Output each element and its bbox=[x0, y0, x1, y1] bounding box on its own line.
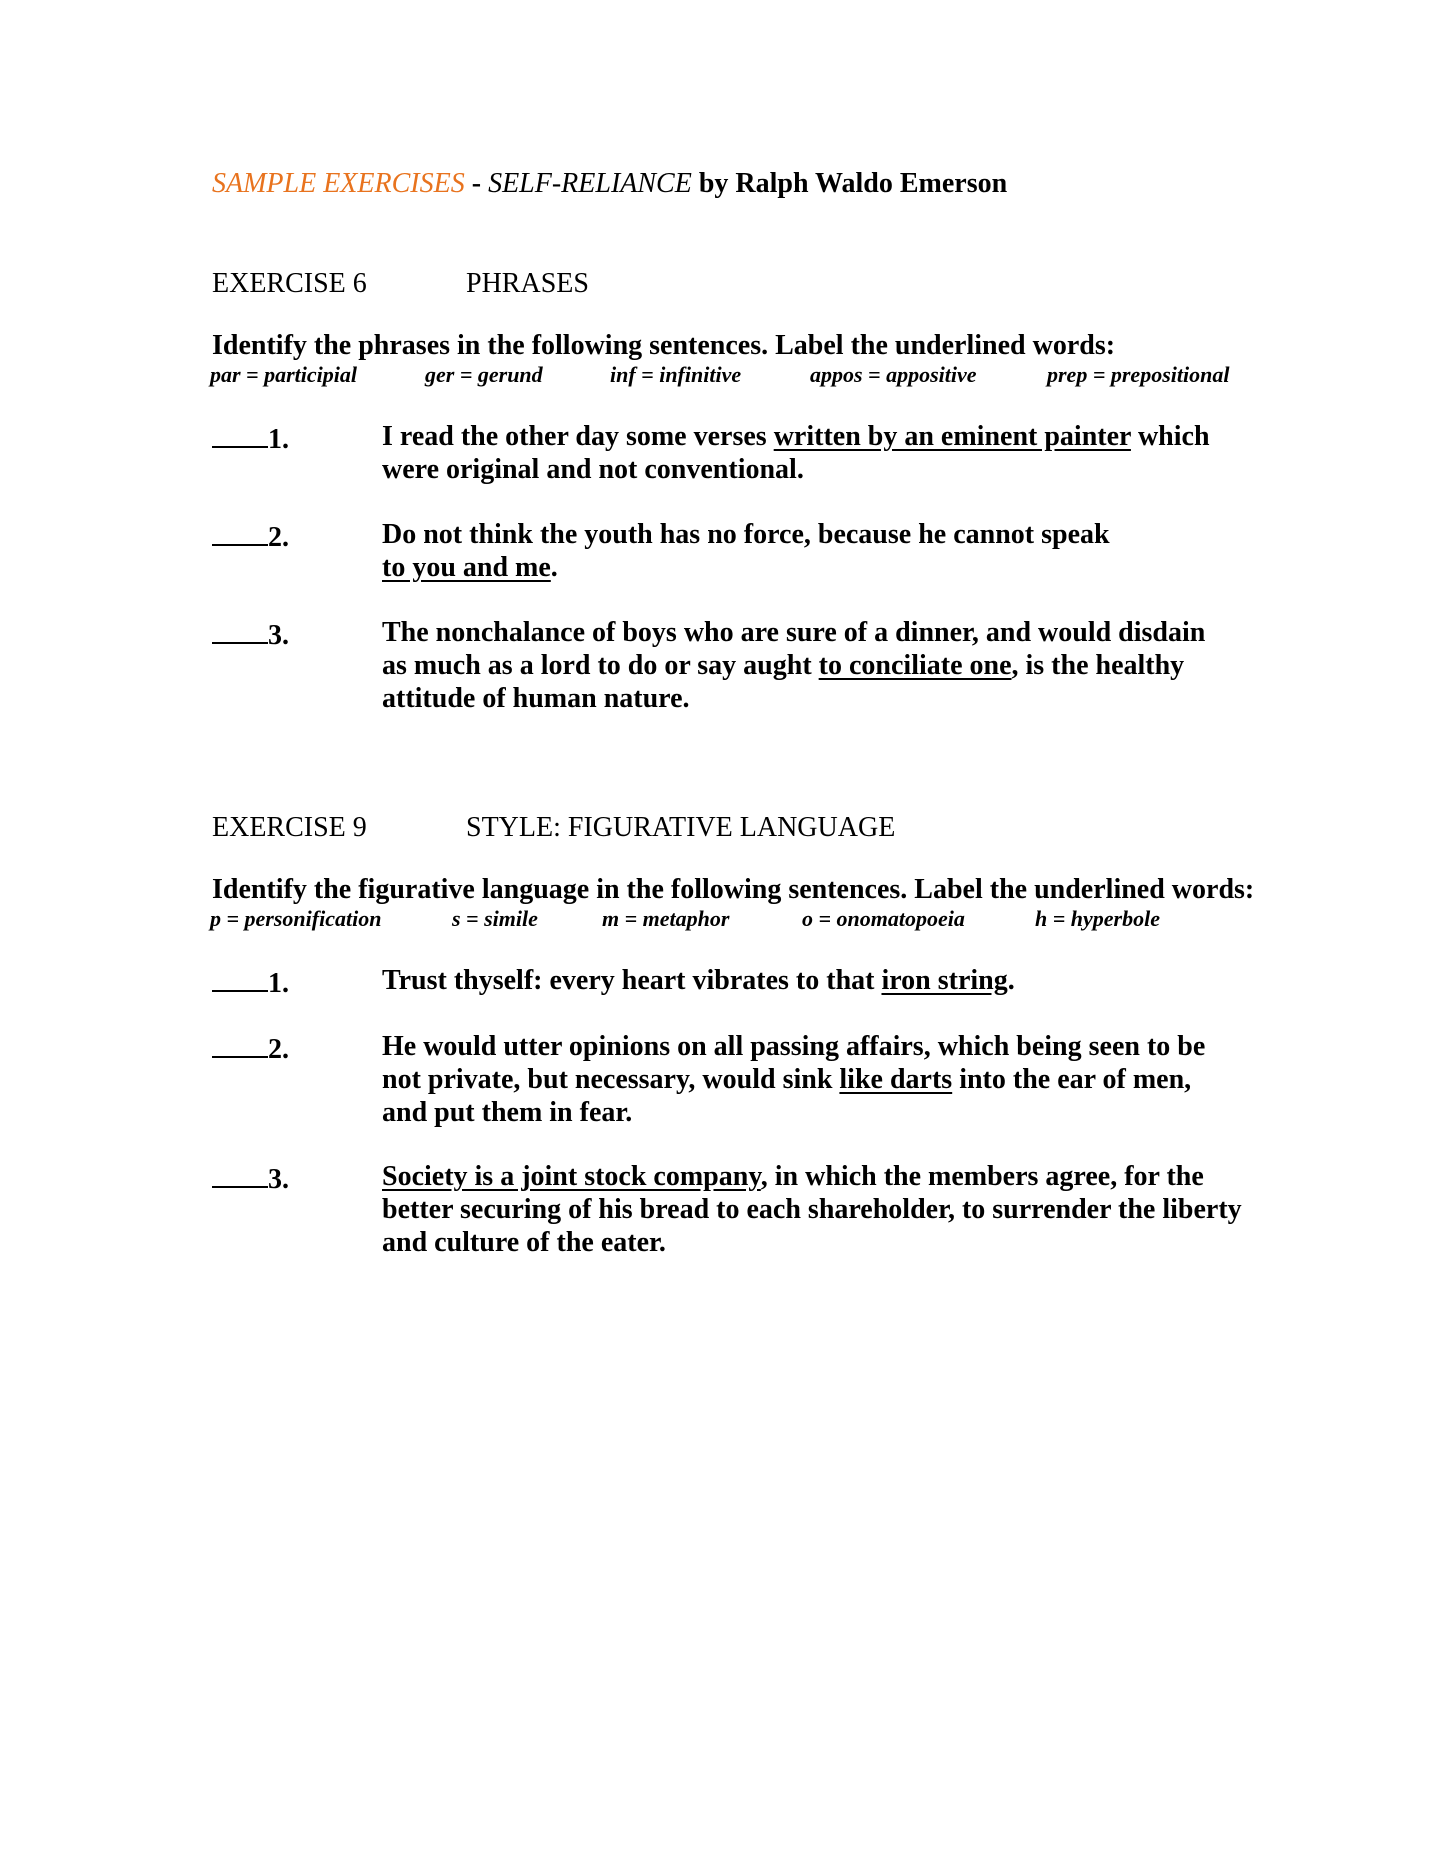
answer-blank[interactable] bbox=[212, 420, 268, 448]
exercise-9-header bbox=[212, 812, 895, 844]
exercise-9-instructions: Identify the figurative language in the following sentences. Label the underlined words: bbox=[212, 874, 1255, 905]
legend-item: s = simile bbox=[452, 906, 538, 931]
legend-item: ger = gerund bbox=[425, 362, 543, 387]
item-text: Society is a joint stock company, in which the members agree, for the better securing of his bread to each shareholder, to surrender the liberty and culture of the eater. bbox=[382, 1161, 1242, 1258]
answer-blank[interactable] bbox=[212, 1160, 268, 1188]
legend-item: o = onomatopoeia bbox=[802, 906, 965, 931]
title-label: SAMPLE EXERCISES bbox=[212, 168, 465, 199]
exercise-6-number: EXERCISE 6 bbox=[212, 268, 367, 299]
item-number: 1. bbox=[268, 424, 289, 455]
exercise-6-topic: PHRASES bbox=[466, 268, 589, 299]
answer-blank[interactable] bbox=[212, 1030, 268, 1058]
legend-item: m = metaphor bbox=[602, 906, 730, 931]
item-number: 2. bbox=[268, 1034, 289, 1065]
legend-item: appos = appositive bbox=[810, 362, 977, 387]
item-text: I read the other day some verses written by an eminent painter which were original and not conventional. bbox=[382, 421, 1210, 485]
exercise-6-instructions: Identify the phrases in the following sentences. Label the underlined words: bbox=[212, 330, 1116, 361]
exercise-9-topic: STYLE: FIGURATIVE LANGUAGE bbox=[466, 812, 896, 843]
answer-blank[interactable] bbox=[212, 518, 268, 546]
legend-item: prep = prepositional bbox=[1047, 362, 1230, 387]
exercise-9-legend bbox=[210, 906, 1160, 932]
legend-item: inf = infinitive bbox=[610, 362, 742, 387]
title-byline: by Ralph Waldo Emerson bbox=[691, 168, 1008, 199]
item-number: 3. bbox=[268, 1164, 289, 1195]
exercise-6-header bbox=[212, 268, 589, 300]
legend-item: par = participial bbox=[210, 362, 357, 387]
item-number: 2. bbox=[268, 522, 289, 553]
underlined-phrase: like darts bbox=[839, 1064, 953, 1095]
underlined-phrase: iron string bbox=[881, 965, 1008, 996]
item-text: He would utter opinions on all passing affairs, which being seen to be not private, but necessary, would sink like darts into the ear of men, and put them in fear. bbox=[382, 1031, 1206, 1128]
document-title bbox=[212, 168, 1007, 200]
underlined-phrase: written by an eminent painter bbox=[773, 421, 1131, 452]
underlined-phrase: to conciliate one bbox=[818, 650, 1012, 681]
exercise-6-legend bbox=[210, 362, 1229, 388]
exercise-9-number: EXERCISE 9 bbox=[212, 812, 367, 843]
legend-item: p = personification bbox=[210, 906, 382, 931]
item-number: 1. bbox=[268, 968, 289, 999]
title-work: SELF-RELIANCE bbox=[488, 168, 692, 199]
legend-item: h = hyperbole bbox=[1035, 906, 1160, 931]
title-separator: - bbox=[464, 168, 489, 199]
item-text: Do not think the youth has no force, because he cannot speak to you and me. bbox=[382, 519, 1110, 583]
item-text: Trust thyself: every heart vibrates to that iron string. bbox=[382, 965, 1015, 996]
answer-blank[interactable] bbox=[212, 964, 268, 992]
underlined-phrase: Society is a joint stock company bbox=[382, 1161, 761, 1192]
underlined-phrase: to you and me bbox=[382, 552, 551, 583]
item-text: The nonchalance of boys who are sure of a dinner, and would disdain as much as a lord to do or say aught to conciliate one, is the healthy attitude of human nature. bbox=[382, 617, 1206, 714]
answer-blank[interactable] bbox=[212, 616, 268, 644]
item-number: 3. bbox=[268, 620, 289, 651]
